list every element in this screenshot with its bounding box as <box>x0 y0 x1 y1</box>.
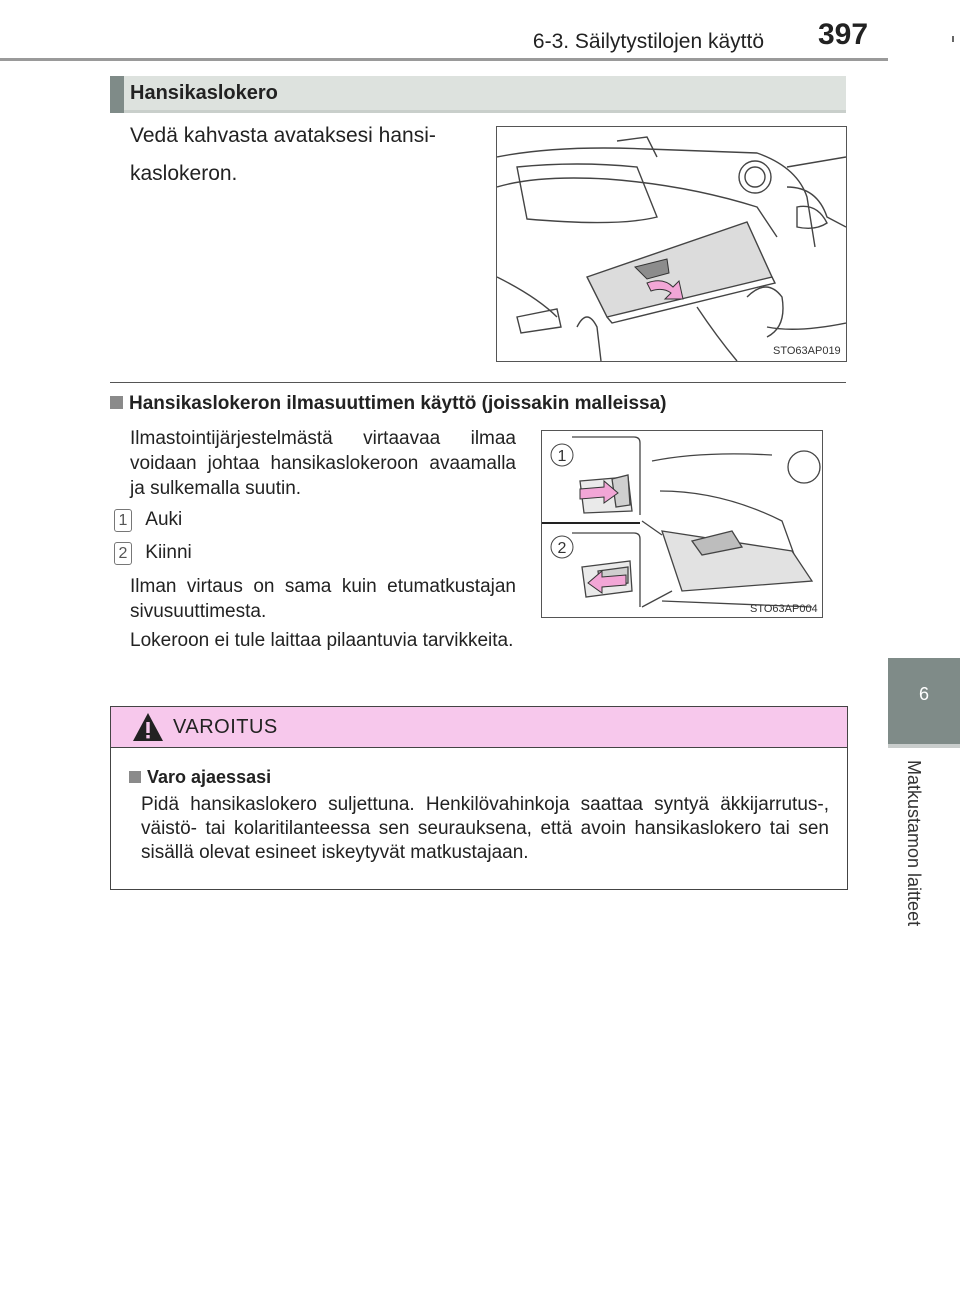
list-item <box>114 507 182 532</box>
storage-note: Lokeroon ei tule laittaa pilaantuvia tarvikkeita. <box>130 630 514 651</box>
callout-number: 1 <box>557 448 567 465</box>
list-item-label: Kiinni <box>145 542 192 563</box>
callout-number: 2 <box>557 540 567 557</box>
square-bullet-icon <box>129 771 141 783</box>
air-vent-illustration <box>541 430 823 618</box>
warning-label: VAROITUS <box>173 716 278 738</box>
list-item <box>114 540 192 565</box>
chapter-title: Matkustamon laitteet <box>904 760 924 927</box>
glovebox-illustration <box>496 126 847 362</box>
airflow-note: Ilman virtaus on sama kuin etumatkustajan sivusuuttimesta. <box>130 576 516 622</box>
section-title: Hansikaslokero <box>130 82 278 104</box>
intro-line-2: kaslokeron. <box>130 162 238 185</box>
section-heading-bar <box>110 76 124 113</box>
warning-text: Pidä hansikaslokero suljettuna. Henkilövahinkoja saattaa syntyä äkkijarrutus-, väistö- tai kolaritilanteessa sen seurauksena, että avoin hansikaslokero tai sen sisällä olevat esineet iskeytyvät matkustajaan. <box>141 794 829 863</box>
figure-code: STO63AP019 <box>773 345 841 357</box>
subsection-heading <box>110 393 666 415</box>
warning-subtitle: Varo ajaessasi <box>147 767 272 787</box>
page-number: 397 <box>818 18 869 51</box>
square-bullet-icon <box>110 396 123 409</box>
figure-code: STO63AP004 <box>750 603 818 615</box>
air-vent-description: Ilmastointijärjestelmästä virtaavaa ilmaa voidaan johtaa hansikaslokeroon avaamalla ja sulkemalla suutin. <box>130 428 516 499</box>
subsection-title: Hansikaslokeron ilmasuuttimen käyttö (joissakin malleissa) <box>129 393 667 414</box>
intro-line-1: Vedä kahvasta avataksesi hansi- <box>130 124 436 147</box>
step-number: 2 <box>114 542 132 565</box>
crop-mark <box>952 36 954 42</box>
warning-subtitle-row <box>129 767 271 788</box>
header-rule <box>0 58 888 61</box>
air-vent-drawing <box>542 431 822 617</box>
list-item-label: Auki <box>145 509 183 530</box>
warning-triangle-icon <box>131 711 165 743</box>
warning-box <box>110 706 848 890</box>
chapter-tab-rule <box>888 744 960 748</box>
intro-paragraph <box>130 120 478 190</box>
warning-header <box>111 707 847 748</box>
section-heading <box>110 76 846 113</box>
section-divider <box>110 382 846 383</box>
glovebox-drawing <box>497 127 846 361</box>
step-number: 1 <box>114 509 132 532</box>
chapter-number: 6 <box>918 684 929 704</box>
header-section-title: 6-3. Säilytystilojen käyttö <box>532 30 764 53</box>
